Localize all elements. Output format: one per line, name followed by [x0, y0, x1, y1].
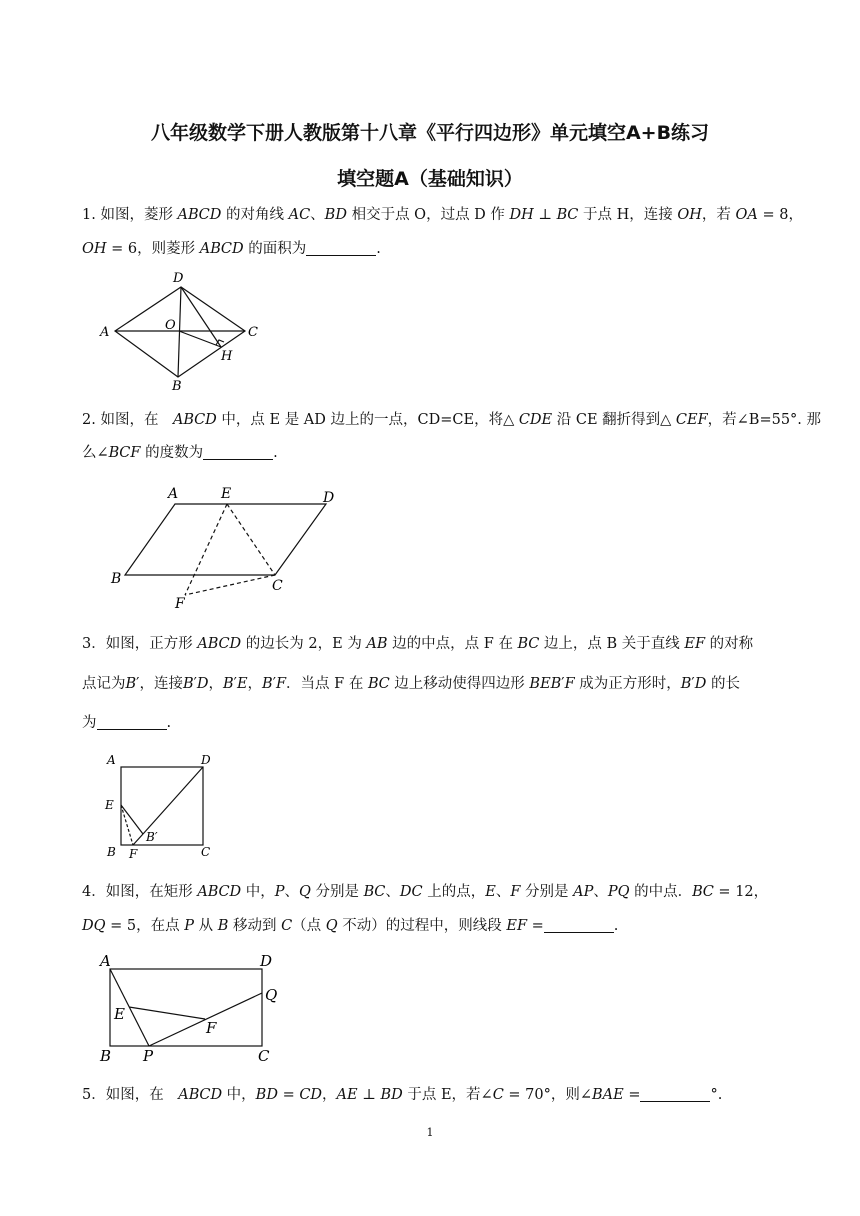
label-f: F	[175, 596, 185, 612]
label-a: A	[100, 325, 110, 340]
question-4-line-2	[82, 916, 782, 936]
page-number: 1	[426, 1126, 434, 1139]
question-3-end: .	[166, 715, 172, 731]
label-e: E	[114, 1005, 125, 1023]
label-a: A	[107, 753, 116, 767]
question-4-text: 𝐷𝑄 = 5，在点 𝑃 从 𝐵 移动到 𝐶（点 𝑄 不动）的过程中，则线段 𝐸𝐹 =	[82, 918, 544, 934]
square-figure	[100, 750, 230, 862]
question-3-text: 为	[82, 715, 97, 731]
answer-blank	[306, 241, 376, 256]
question-5-text: 5．如图，在 𝐴𝐵𝐶𝐷 中，𝐵𝐷 = 𝐶𝐷，𝐴𝐸 ⊥ 𝐵𝐷 于点 E，若∠𝐶 = 70°，则∠𝐵𝐴𝐸 =	[82, 1087, 641, 1103]
question-2-line-1: 2. 如图，在 𝐴𝐵𝐶𝐷 中，点 E 是 AD 边上的一点，CD=CE，将△ 𝐶𝐷𝐸 沿 CE 翻折得到△ 𝐶𝐸𝐹，若∠B=55°. 那	[82, 412, 822, 428]
label-d: D	[323, 490, 335, 506]
question-1-line-1: 1. 如图，菱形 𝐴𝐵𝐶𝐷 的对角线 𝐴𝐶、𝐵𝐷 相交于点 O，过点 D 作 𝐷𝐻 ⊥ 𝐵𝐶 于点 H，连接 𝑂𝐻，若 𝑂𝐴 = 8，	[82, 207, 803, 223]
label-c: C	[248, 325, 258, 340]
question-4-line-1: 4．如图，在矩形 𝐴𝐵𝐶𝐷 中，𝑃、𝑄 分别是 𝐵𝐶、𝐷𝐶 上的点，𝐸、𝐹 分别是 𝐴𝑃、𝑃𝑄 的中点．𝐵𝐶 = 12，	[82, 884, 769, 900]
label-d: D	[201, 753, 211, 767]
label-b: B	[111, 571, 122, 587]
question-2-line-2	[82, 443, 782, 463]
answer-blank	[640, 1087, 710, 1102]
question-3-line-2: 点记为𝐵′，连接𝐵′𝐷，𝐵′𝐸，𝐵′𝐹．当点 F 在 𝐵𝐶 边上移动使得四边形 𝐵𝐸𝐵′𝐹 成为正方形时，𝐵′𝐷 的长	[82, 676, 740, 692]
label-p: P	[143, 1047, 154, 1065]
label-h: H	[221, 349, 233, 364]
label-c: C	[272, 578, 283, 594]
label-a: A	[168, 486, 179, 502]
label-d: D	[260, 952, 273, 970]
document-title: 八年级数学下册人教版第十八章《平行四边形》单元填空A+B练习	[150, 122, 710, 144]
label-q: Q	[265, 986, 278, 1004]
label-b: B	[107, 845, 116, 859]
answer-blank	[97, 715, 167, 730]
question-5-line-1	[82, 1085, 782, 1105]
label-o: O	[165, 318, 176, 333]
question-5-end: °.	[710, 1087, 723, 1103]
label-e: E	[105, 798, 114, 812]
parallelogram-figure	[105, 478, 355, 613]
question-2-text: 么∠𝐵𝐶𝐹 的度数为	[82, 445, 204, 461]
label-b: B	[172, 379, 182, 394]
label-b-prime: B′	[146, 830, 158, 844]
question-1-text: 𝑂𝐻 = 6，则菱形 𝐴𝐵𝐶𝐷 的面积为	[82, 241, 307, 257]
label-c: C	[258, 1047, 270, 1065]
answer-blank	[203, 445, 273, 460]
section-subtitle: 填空题A（基础知识）	[337, 168, 523, 190]
question-2-end: .	[273, 445, 278, 461]
question-1-end: .	[376, 241, 381, 257]
question-3-line-1: 3．如图，正方形 𝐴𝐵𝐶𝐷 的边长为 2，E 为 𝐴𝐵 边的中点，点 F 在 𝐵𝐶 边上，点 B 关于直线 𝐸𝐹 的对称	[82, 636, 754, 652]
label-a: A	[100, 952, 111, 970]
rectangle-figure	[95, 948, 295, 1068]
question-4-end: .	[613, 918, 619, 934]
label-b: B	[100, 1047, 112, 1065]
answer-blank	[544, 918, 614, 933]
question-1-line-2	[82, 239, 782, 259]
label-f: F	[206, 1019, 217, 1037]
label-e: E	[221, 486, 232, 502]
rhombus-figure	[95, 265, 275, 395]
label-f: F	[129, 847, 138, 861]
question-3-line-3	[82, 713, 782, 733]
label-d: D	[173, 271, 184, 286]
label-c: C	[201, 845, 211, 859]
